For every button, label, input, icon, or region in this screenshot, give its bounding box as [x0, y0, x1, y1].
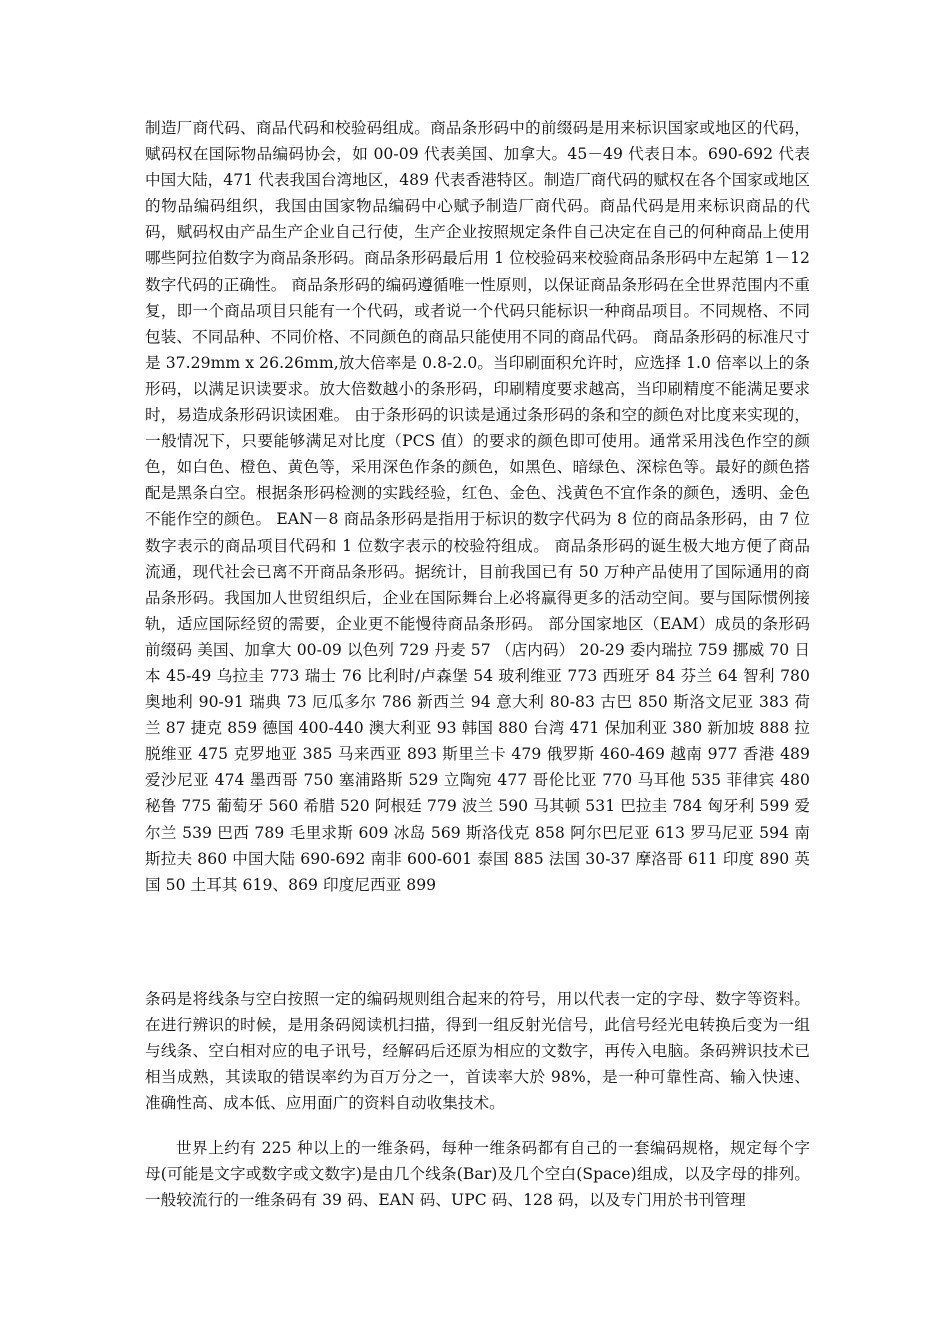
paragraph-1d-barcodes: 世界上约有 225 种以上的一维条码，每种一维条码都有自己的一套编码规格，规定每个字母(可能是文字或数字或文数字)是由几个线条(Bar)及几个空白(Space)组成，以及字母的排列。一般较流行的一维条码有 39 码、EAN 码、UPC 码、128 码，以及专门用於书刊管理: [145, 1139, 810, 1210]
paragraph-barcode-definition: 条码是将线条与空白按照一定的编码规则组合起来的符号，用以代表一定的字母、数字等资料。在进行辨识的时候，是用条码阅读机扫描，得到一组反射光信号，此信号经光电转换后变为一组与线条、空白相对应的电子讯号，经解码后还原为相应的文数字，再传入电脑。条码辨识技术已相当成熟，其读取的错误率约为百万分之一，首读率大於 98%，是一种可靠性高、输入快速、准确性高、成本低、应用面广的资料自动收集技术。: [145, 990, 810, 1113]
paragraph-barcode-prefix: 制造厂商代码、商品代码和校验码组成。商品条形码中的前缀码是用来标识国家或地区的代码，赋码权在国际物品编码协会，如 00-09 代表美国、加拿大。45－49 代表日本。690-692 代表中国大陆，471 代表我国台湾地区，489 代表香港特区。制造厂商代码的赋权在各个国家或地区的物品编码组织，我国由国家物品编码中心赋予制造厂商代码。商品代码是用来标识商品的代码，赋码权由产品生产企业自己行使，生产企业按照规定条件自己决定在自己的何种商品上使用哪些阿拉伯数字为商品条形码。商品条形码最后用 1 位校验码来校验商品条形码中左起第 1－12 数字代码的正确性。 商品条形码的编码遵循唯一性原则，以保证商品条形码在全世界范围内不重复，即一个商品项目只能有一个代码，或者说一个代码只能标识一种商品项目。不同规格、不同包装、不同品种、不同价格、不同颜色的商品只能使用不同的商品代码。 商品条形码的标准尺寸是 37.29mm x 26.26mm,放大倍率是 0.8-2.0。当印刷面积允许时，应选择 1.0 倍率以上的条形码，以满足识读要求。放大倍数越小的条形码，印刷精度要求越高，当印刷精度不能满足要求时，易造成条形码识读困难。 由于条形码的识读是通过条形码的条和空的颜色对比度来实现的，一般情况下，只要能够满足对比度（PCS 值）的要求的颜色即可使用。通常采用浅色作空的颜色，如白色、橙色、黄色等，采用深色作条的颜色，如黑色、暗绿色、深棕色等。最好的颜色搭配是黑条白空。根据条形码检测的实践经验，红色、金色、浅黄色不宜作条的颜色，透明、金色不能作空的颜色。 EAN－8 商品条形码是指用于标识的数字代码为 8 位的商品条形码，由 7 位数字表示的商品项目代码和 1 位数字表示的校验符组成。 商品条形码的诞生极大地方便了商品流通，现代社会已离不开商品条形码。据统计，目前我国已有 50 万种产品使用了国际通用的商品条形码。我国加人世贸组织后，企业在国际舞台上必将赢得更多的活动空间。要与国际惯例接轨，适应国际经贸的需要，企业更不能慢待商品条形码。 部分国家地区（EAM）成员的条形码前缀码 美国、加拿大 00-09 以色列 729 丹麦 57 （店内码） 20-29 委内瑞拉 759 挪威 70 日本 45-49 乌拉圭 773 瑞士 76 比利时/卢森堡 54 玻利维亚 773 西班牙 84 芬兰 64 智利 780 奥地利 90-91 瑞典 73 厄瓜多尔 786 新西兰 94 意大利 80-83 古巴 850 斯洛文尼亚 383 荷兰 87 捷克 859 德国 400-440 澳大利亚 93 韩国 880 台湾 471 保加利亚 380 新加坡 888 拉脱维亚 475 克罗地亚 385 马来西亚 893 斯里兰卡 479 俄罗斯 460-469 越南 977 香港 489 爱沙尼亚 474 墨西哥 750 塞浦路斯 529 立陶宛 477 哥伦比亚 770 马耳他 535 菲律宾 480 秘鲁 775 葡萄牙 560 希腊 520 阿根廷 779 波兰 590 马其顿 531 巴拉圭 784 匈牙利 599 爱尔兰 539 巴西 789 毛里求斯 609 冰岛 569 斯洛伐克 858 阿尔巴尼亚 613 罗马尼亚 594 南斯拉夫 860 中国大陆 690-692 南非 600-601 泰国 885 法国 30-37 摩洛哥 611 印度 890 英国 50 土耳其 619、869 印度尼西亚 899: [145, 119, 811, 894]
